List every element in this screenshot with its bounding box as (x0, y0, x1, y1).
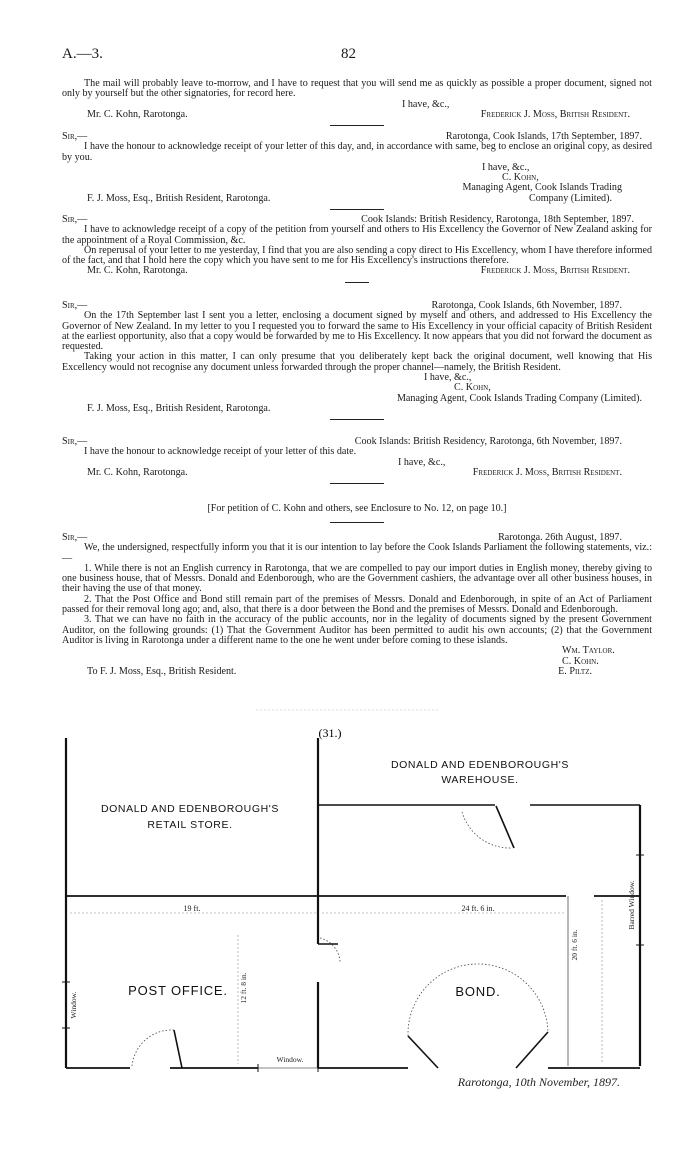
letter-1-closing: I have, &c., (402, 98, 450, 110)
bond-label: BOND. (455, 984, 501, 999)
plan-caption: Rarotonga, 10th November, 1897. (457, 1075, 620, 1089)
salutation: Sir,— (62, 532, 88, 543)
dimension-12ft: 12 ft. 8 in. (239, 972, 248, 1004)
letter-1-body: The mail will probably leave to-morrow, and I have to request that you will send me as quickly as possible a proper document, signed not only by yourself but the other signatories, for record here. (62, 78, 652, 100)
doors (174, 806, 548, 1068)
letter-3-signature: Frederick J. Moss, British Resident. (480, 265, 630, 277)
enclosure-note: [For petition of C. Kohn and others, see Enclosure to No. 12, on page 10.] (207, 503, 507, 514)
letter-2-signer: C. Kohn, (502, 172, 539, 184)
letter-5-closing: I have, &c., (398, 456, 446, 468)
letter-4-body-2: Taking your action in this matter, I can only presume that you deliberately kept back the original document, well knowing that His Excellency would not recognise any document unless forwarded through the proper channel—namely, the British Resident. (62, 351, 652, 373)
plan-labels (101, 759, 569, 999)
letter-2-addressee: F. J. Moss, Esq., British Resident, Rarotonga. (87, 192, 271, 204)
letter-2-signer-title-cont: Company (Limited). (529, 192, 612, 204)
plan-number: (31.) (318, 726, 342, 740)
letter-4-closing: I have, &c., (424, 372, 472, 384)
signer-kohn: C. Kohn. (562, 655, 599, 667)
warehouse-label-line1: DONALD AND EDENBOROUGH'S (390, 759, 570, 771)
door-swings (132, 812, 548, 1066)
dimension-lines (70, 900, 602, 1064)
letter-4-body-1: On the 17th September last I sent you a letter, enclosing a document signed by myself and others, and addressed to His Excellency the Governor of New Zealand. In my letter to you I requested you to forward the same to His Excellency in your official capacity of British Resident at the earliest opportunity, also that a copy would be forwarded by me to His Excellency. It now appears that you did not forward the document as requested. (62, 310, 652, 353)
signer-taylor: Wm. Taylor. (562, 645, 615, 657)
letter-1-signature: Frederick J. Moss, British Resident. (480, 108, 630, 120)
salutation: Sir,— (62, 214, 88, 225)
dimension-19ft: 19 ft. (183, 904, 201, 913)
letter-6-addressee: To F. J. Moss, Esq., British Resident. (87, 665, 237, 677)
salutation: Sir,— (62, 436, 88, 447)
letter-3-addressee: Mr. C. Kohn, Rarotonga. (87, 265, 188, 277)
letter-5-dateline: Cook Islands: British Residency, Rarotonga, 6th November, 1897. (354, 436, 622, 447)
letter-4-addressee: F. J. Moss, Esq., British Resident, Rarotonga. (87, 402, 271, 414)
letter-4-signer: C. Kohn, (454, 382, 491, 394)
letter-6-dateline: Rarotonga. 26th August, 1897. (498, 532, 622, 543)
letter-5-signature: Frederick J. Moss, British Resident. (472, 466, 622, 478)
letter-6-item-2: 2. That the Post Office and Bond still remain part of the premises of Messrs. Donald and Edenborough, in spite of an Act of Parliament passed for their removal long ago; and, also, that there is a door between the Bond and the premises of Messrs. Donald and Edenborough. (62, 593, 652, 616)
letter-4-signer-title: Managing Agent, Cook Islands Trading Company (Limited). (396, 392, 642, 404)
page-number: 82 (341, 46, 356, 62)
letter-5-addressee: Mr. C. Kohn, Rarotonga. (87, 466, 188, 478)
letter-2-closing: I have, &c., (482, 161, 530, 173)
barred-window-label: Barred Window. (627, 880, 636, 930)
salutation: Sir,— (62, 131, 88, 142)
letter-4-dateline: Rarotonga, Cook Islands, 6th November, 1897. (431, 300, 622, 311)
post-office-label: POST OFFICE. (128, 983, 228, 998)
signer-piltz: E. Piltz. (558, 665, 592, 677)
letter-5-body: I have the honour to acknowledge receipt of your letter of this date. (84, 446, 357, 458)
letter-6-item-3: 3. That we can have no faith in the accuracy of the public accounts, nor in the legality of documents signed by the present Government Auditor, on the following grounds: (1) That the Government Auditor has been permitted to audit his own accounts; (2) that the Government Auditor is living in Rarotonga under a different name to the one he went under before coming to these islands. (62, 614, 652, 646)
window-marks (62, 855, 644, 1072)
letter-3-body-1: I have to acknowledge receipt of a copy of the petition from yourself and others to His Excellency the Governor of New Zealand asking for the appointment of a Royal Commission, &c. (62, 224, 652, 246)
salutation: Sir,— (62, 300, 88, 311)
letter-6-item-1: 1. While there is not an English currency in Rarotonga, that we are compelled to pay our import duties in English money, thereby giving to one business house, that of Messrs. Donald and Edenborough, who are the Government cashiers, the advantage over all other business houses, in their having the use of that money. (62, 562, 652, 595)
letter-2-dateline: Rarotonga, Cook Islands, 17th September, 1897. (445, 131, 642, 142)
left-window-label: Window. (69, 991, 78, 1019)
dimension-20ft: 20 ft. 6 in. (570, 929, 579, 961)
letter-1-addressee: Mr. C. Kohn, Rarotonga. (87, 108, 188, 120)
retail-store-label-line1: DONALD AND EDENBOROUGH'S (100, 803, 280, 815)
letter-2-body: I have the honour to acknowledge receipt of your letter of this day, and, in accordance with same, beg to enclose an original copy, as desired by you. (62, 141, 652, 163)
bottom-window-label: Window. (276, 1055, 304, 1064)
warehouse-label-line2: WAREHOUSE. (441, 774, 519, 786)
letter-3-body-2: On reperusal of your letter to me yesterday, I find that you are also sending a copy direct to His Excellency, whom I have therefore informed of the fact, and that I hold here the copy which you have sent to me for His Excellency's instructions therefore. (62, 244, 652, 267)
section-reference: A.—3. (62, 46, 103, 62)
walls (66, 738, 640, 1068)
letter-2-signer-title: Managing Agent, Cook Islands Trading (462, 182, 622, 194)
dimension-24ft: 24 ft. 6 in. (461, 904, 495, 913)
retail-store-label-line2: RETAIL STORE. (147, 819, 233, 831)
letter-3-dateline: Cook Islands: British Residency, Rarotonga, 18th September, 1897. (361, 214, 634, 225)
letter-6-intro: We, the undersigned, respectfully inform you that it is our intention to lay before the Cook Islands Parliament the following statements, viz.:— (62, 542, 652, 564)
